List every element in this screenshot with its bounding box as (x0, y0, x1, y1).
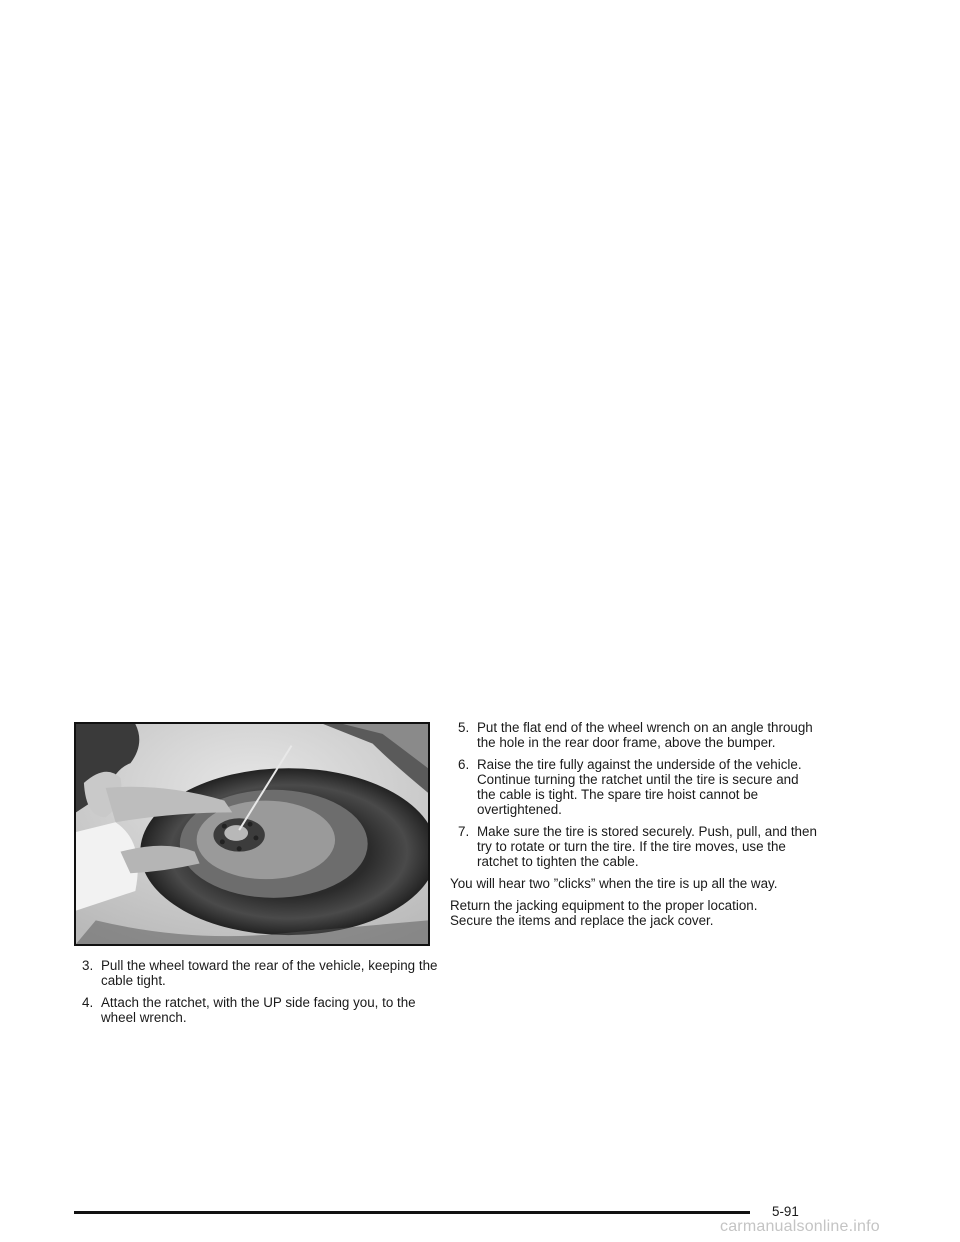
page-number: 5-91 (772, 1204, 799, 1219)
step-number: 6. (458, 757, 470, 772)
step-7 (458, 824, 818, 869)
step-number: 4. (82, 995, 94, 1010)
step-text: Pull the wheel toward the rear of the vehicle, keeping the cable tight. (101, 958, 438, 988)
tire-illustration (76, 724, 428, 944)
step-4 (82, 995, 442, 1025)
step-text: Raise the tire fully against the underside of the vehicle. Continue turning the ratchet until the tire is secure and the cable is tight. The spare tire hoist cannot be overtightened. (477, 757, 802, 817)
return-equipment-note: Return the jacking equipment to the proper location. Secure the items and replace the jack cover. (450, 898, 758, 928)
watermark: carmanualsonline.info (720, 1218, 880, 1235)
step-text: Put the flat end of the wheel wrench on an angle through the hole in the rear door frame, above the bumper. (477, 720, 813, 750)
step-6 (458, 757, 818, 817)
footer-rule (74, 1211, 750, 1214)
right-column (450, 720, 818, 935)
step-text: Attach the ratchet, with the UP side facing you, to the wheel wrench. (101, 995, 416, 1025)
step-5 (458, 720, 818, 750)
step-number: 5. (458, 720, 470, 735)
clicks-note: You will hear two ”clicks” when the tire is up all the way. (450, 876, 778, 891)
tire-ratchet-photo (74, 722, 430, 946)
step-number: 7. (458, 824, 470, 839)
left-column (82, 958, 442, 1032)
step-3 (82, 958, 442, 988)
step-text: Make sure the tire is stored securely. Push, pull, and then try to rotate or turn the tire. If the tire moves, use the ratchet to tighten the cable. (477, 824, 817, 869)
step-number: 3. (82, 958, 94, 973)
